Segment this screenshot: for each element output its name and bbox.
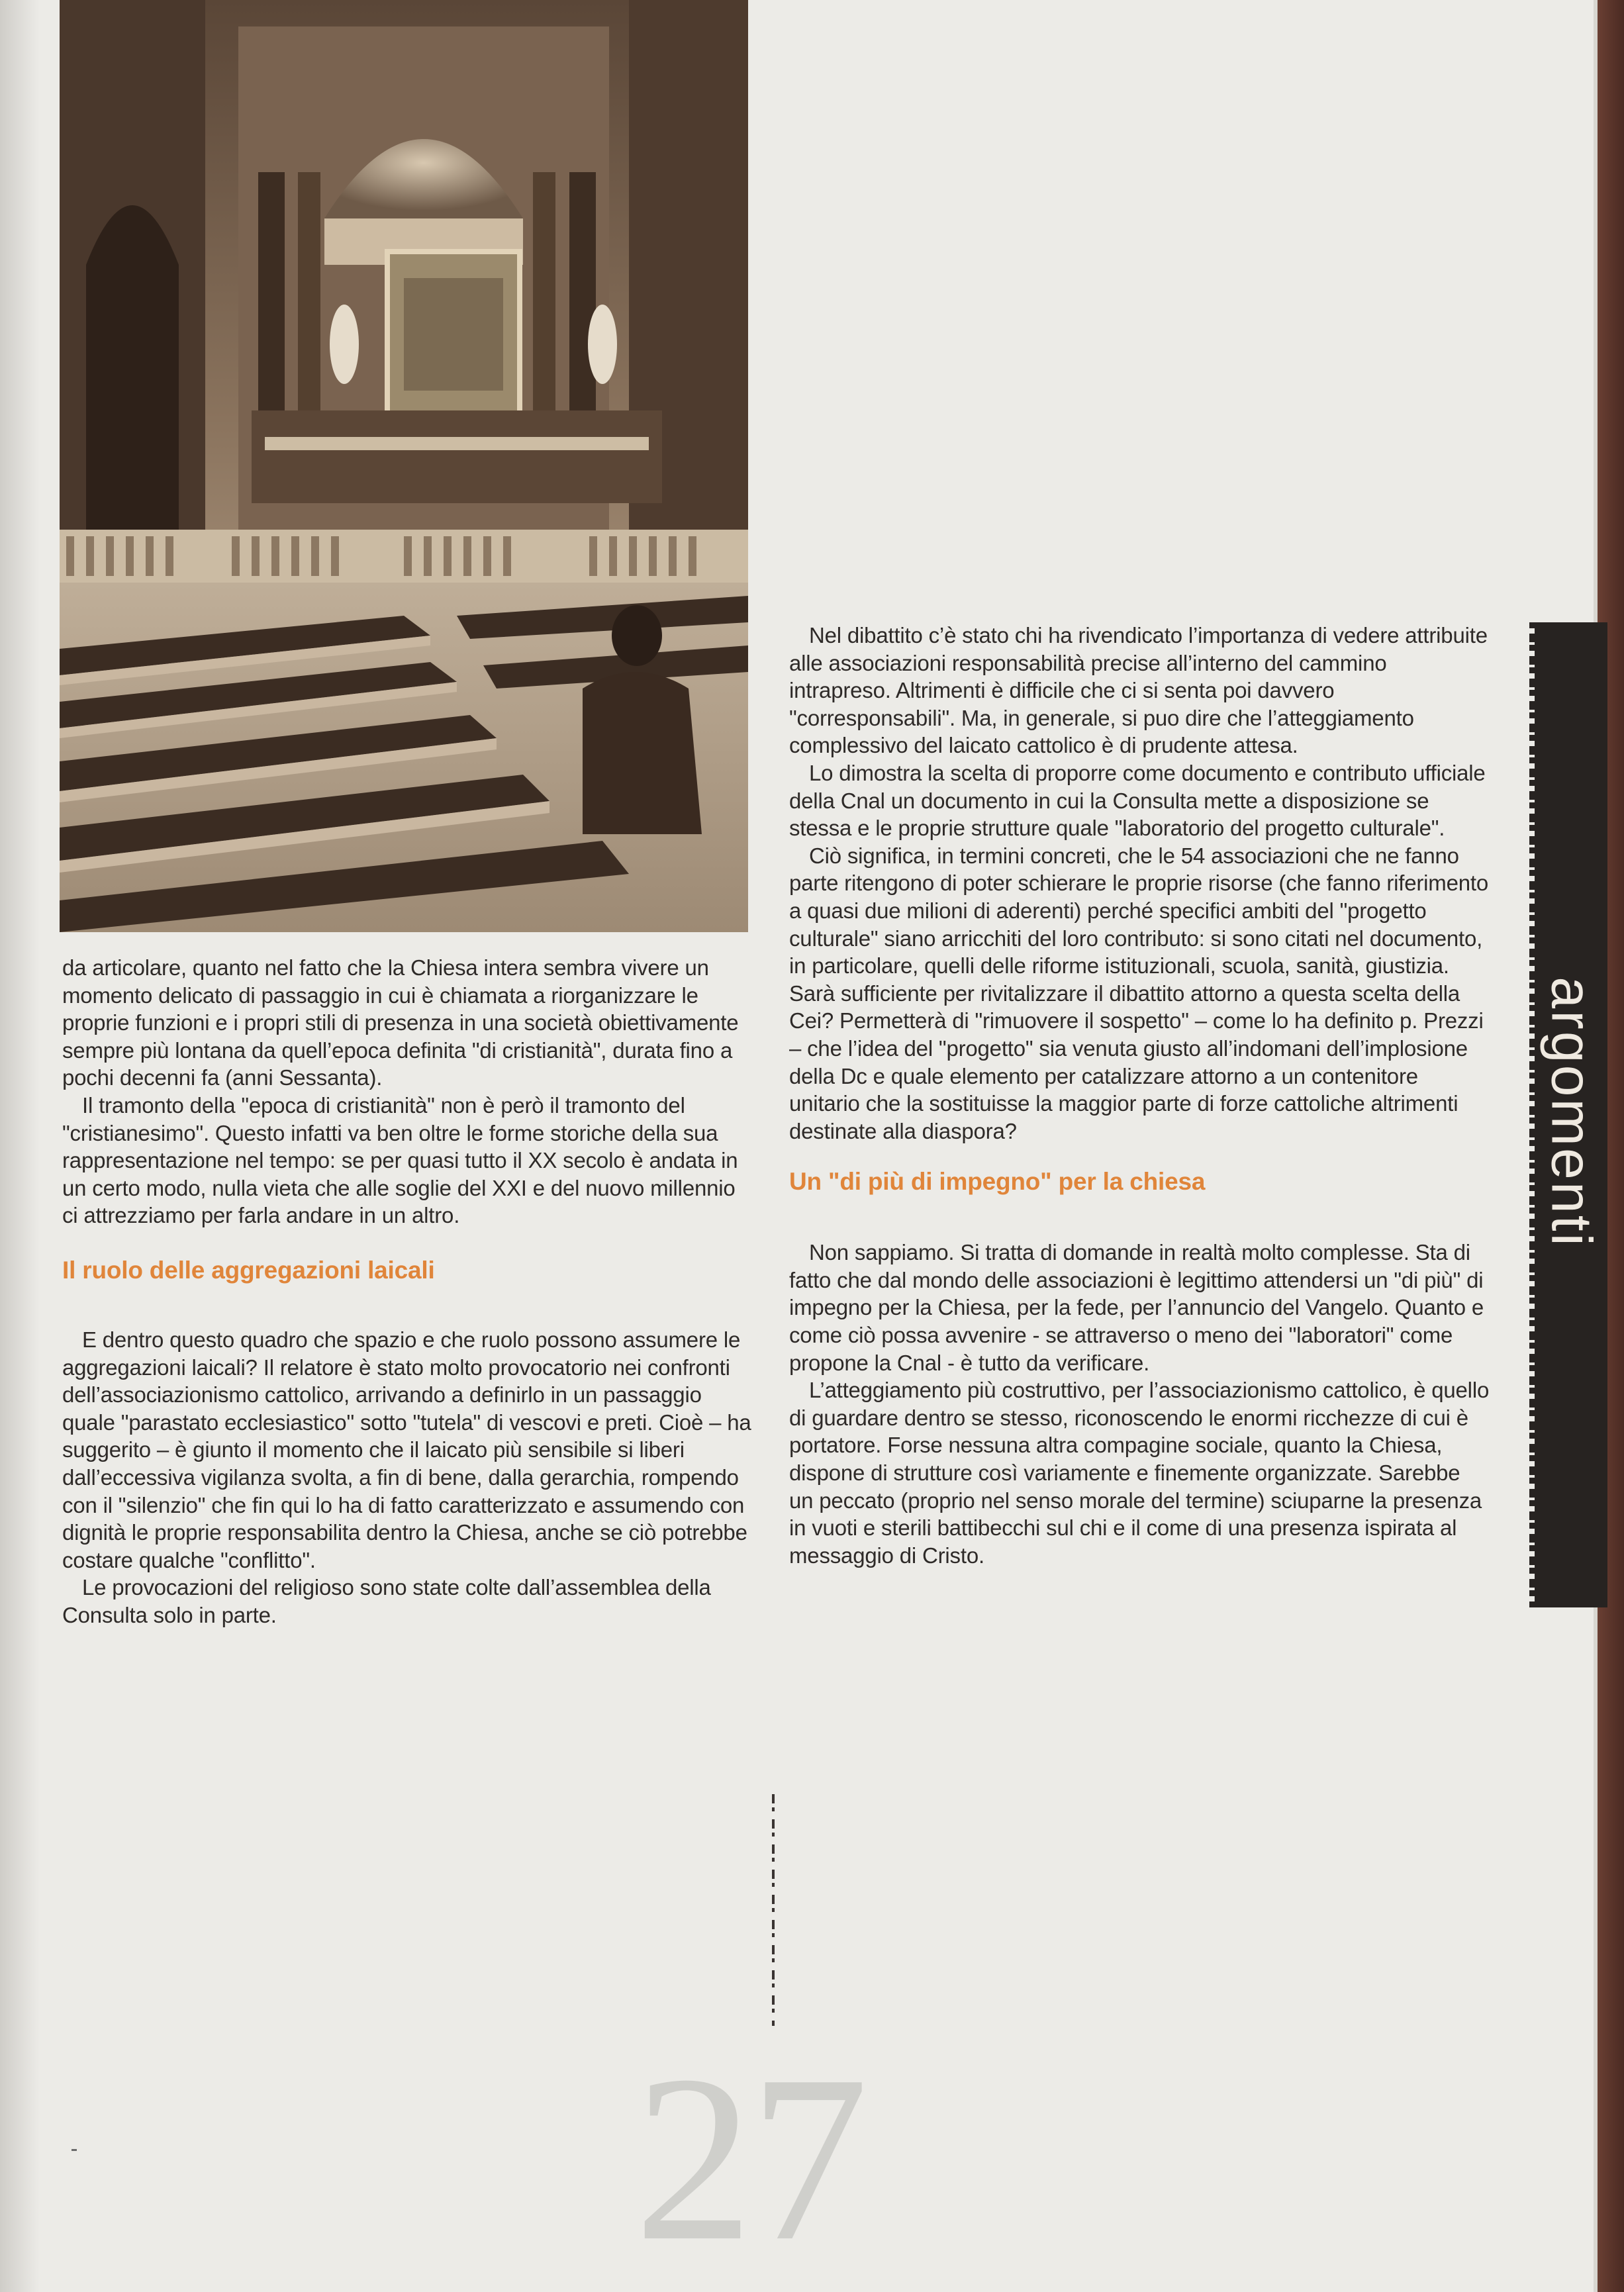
body-paragraph: Lo dimostra la scelta di proporre come documento e contributo ufficiale della Cnal un documento in cui la Consulta mette a disposizione se stessa e le proprie strutture quale "laboratorio del progetto culturale".	[789, 760, 1486, 841]
body-paragraph: L’atteggiamento più costruttivo, per l’associazionismo cattolico, è quello di guardare dentro se stesso, riconoscendo le enormi ricchezze di cui è portatore. Forse nessuna altra compagine sociale, quanto la Chiesa, dispone di strutture così variamente e finemente organizzate. Sarebbe un peccato (proprio nel senso morale del termine) sciuparne la presenza in vuoti e sterili battibecchi sul chi e il come di una presenza ispirata al messaggio di Cristo.	[789, 1378, 1490, 1568]
page-gutter-shadow	[0, 0, 40, 2292]
print-mark	[72, 2149, 77, 2151]
body-paragraph: E dentro questo quadro che spazio e che ruolo possono assumere le aggregazioni laicali? Il relatore è stato molto provocatorio nei confronti dell’associazionismo cattolico, arrivando a definirlo in un passaggio quale "parastato ecclesiastico" sotto "tutela" di vescovi e preti. Cioè – ha suggerito – è giunto il momento che il laicato più sensibile si liberi dall’eccessiva vigilanza svolta, a fin di bene, dalla gerarchia, rompendo con il "silenzio" che fin qui lo ha di fatto caratterizzato e assumendo con dignità le proprie responsabilita dentro la Chiesa, anche se ciò potrebbe costare qualche "conflitto".	[62, 1327, 751, 1572]
body-paragraph: Il tramonto della "epoca di cristianità" non è però il tramonto del "cristianesimo". Questo infatti va ben oltre le forme storiche della sua rappresentazione nel tempo: se per quasi tutto il XX secolo è andata in un certo modo, nulla vieta che alle soglie del XXI e del nuovo millennio ci attrezziamo per farla andare in un altro.	[62, 1092, 738, 1228]
section-heading: Un "di più di impegno" per la chiesa	[789, 1168, 1206, 1196]
body-paragraph: da articolare, quanto nel fatto che la Chiesa intera sembra vivere un momento delicato di passaggio in cui è chiamata a riorganizzare le proprie funzioni e i propri stili di presenza in una società obiettivamente sempre più lontana da quell’epoca definita "di cristianità", durata fino a pochi decenni fa (anni Sessanta).	[62, 955, 739, 1090]
decorative-divider	[772, 1794, 775, 2026]
body-paragraph: Non sappiamo. Si tratta di domande in realtà molto complesse. Sta di fatto che dal mondo delle associazioni è legittimo attendersi un "di più" di impegno per la Chiesa, per la fede, per l’annuncio del Vangelo. Quanto e come ciò possa avvenire - se attraverso o meno dei "laboratori" come propone la Cnal - è tutto da verificare.	[789, 1240, 1484, 1375]
right-text-column	[789, 622, 1490, 1569]
left-text-column	[62, 954, 754, 1629]
page-number: 27	[634, 2026, 865, 2290]
section-tab-label: argomenti	[1539, 977, 1603, 1248]
body-paragraph: Ciò significa, in termini concreti, che le 54 associazioni che ne fanno parte ritengono di poter schierare le proprie risorse (che fanno riferimento a quasi due milioni di aderenti) perché specifici ambiti del "progetto culturale" siano arricchiti del loro contributo: si sono citati nel documento, in particolare, quelli delle riforme istituzionali, scuola, sanità, giustizia. Sarà sufficiente per rivitalizzare il dibattito attorno a questa scelta della Cei? Permetterà di "rimuovere il sospetto" – come lo ha definito p. Prezzi – che l’idea del "progetto" sia venuta giusto all’indomani dell’implosione della Dc e quale elemento per catalizzare attorno a un contenitore unitario che la sostituisse la maggior parte di forze cattoliche altrimenti destinate alla diaspora?	[789, 843, 1489, 1143]
body-paragraph: Le provocazioni del religioso sono state colte dall’assemblea della Consulta solo in parte.	[62, 1575, 711, 1627]
church-interior-photo	[60, 0, 748, 932]
body-paragraph: Nel dibattito c’è stato chi ha rivendicato l’importanza di vedere attribuite alle associazioni responsabilità precise all’interno del cammino intrapreso. Altrimenti è difficile che ci si senta poi davvero "corresponsabili". Ma, in generale, si puo dire che l’atteggiamento complessivo del laicato cattolico è di prudente attesa.	[789, 623, 1488, 758]
section-heading: Il ruolo delle aggregazioni laicali	[62, 1256, 435, 1284]
